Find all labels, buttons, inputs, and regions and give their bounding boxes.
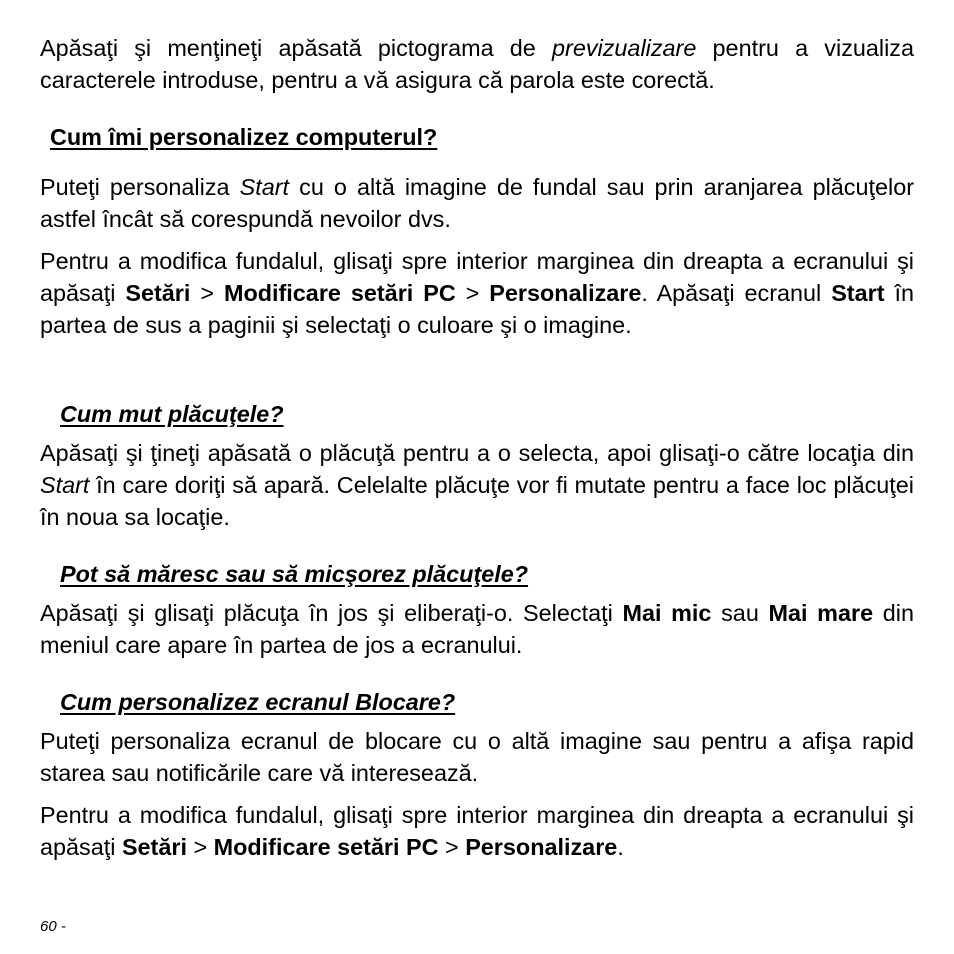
text-run: cu o altă imagine de fundal sau prin aranjarea plăcuţelor astfel încât să corespundă nevoilor dvs. — [40, 174, 914, 232]
text-run: în partea de sus a paginii şi selectaţi o culoare şi o imagine. — [40, 280, 914, 338]
text-run: Pentru a modifica fundalul, glisaţi spre interior marginea din dreapta a ecranului şi apăsaţi — [40, 802, 914, 860]
text-run: pentru a vizualiza caracterele introduse, pentru a vă asigura că parola este corectă. — [40, 35, 914, 93]
bold-term-change-pc-settings: Modificare setări PC — [223, 280, 456, 306]
italic-term-start: Start — [40, 472, 90, 498]
text-run: . — [617, 834, 624, 860]
bold-term-settings: Setări — [121, 834, 187, 860]
italic-term-start: Start — [239, 174, 290, 200]
text-run: Apăsaţi şi menţineţi apăsată pictograma de — [40, 35, 553, 61]
text-run: > — [438, 834, 466, 860]
text-run: Apăsaţi şi glisaţi plăcuţa în jos şi eliberaţi-o. Selectaţi — [40, 600, 623, 626]
bold-term-settings: Setări — [125, 280, 191, 306]
bold-term-personalize: Personalizare — [489, 280, 642, 306]
bold-term-personalize: Personalizare — [465, 834, 618, 860]
text-run: Pentru a modifica fundalul, glisaţi spre interior marginea din dreapta a ecranului şi apăsaţi — [40, 248, 914, 306]
heading-resize-tiles: Pot să măresc sau să micşorez plăcuţele? — [60, 561, 529, 587]
paragraph-move-tiles — [40, 437, 914, 533]
heading-lock-screen: Cum personalizez ecranul Blocare? — [60, 689, 456, 715]
text-run: Puteţi personaliza — [40, 174, 240, 200]
text-run: Apăsaţi şi ţineţi apăsată o plăcuţă pentru a o selecta, apoi glisaţi-o către locaţia din — [40, 440, 914, 466]
paragraph-resize-tiles — [40, 597, 914, 661]
page-number: 60 - — [40, 918, 66, 935]
text-run: > — [186, 834, 214, 860]
italic-term-preview: previzualizare — [552, 35, 697, 61]
paragraph-preview-password — [40, 32, 914, 96]
text-run: din meniul care apare în partea de jos a ecranului. — [40, 600, 914, 658]
bold-term-start: Start — [831, 280, 885, 306]
heading-personalize-computer: Cum îmi personalizez computerul? — [50, 124, 438, 150]
text-run: . Apăsaţi ecranul — [641, 280, 832, 306]
bold-term-smaller: Mai mic — [622, 600, 712, 626]
text-run: sau — [711, 600, 769, 626]
text-run: > — [190, 280, 224, 306]
paragraph-change-lock-background — [40, 799, 914, 863]
bold-term-larger: Mai mare — [768, 600, 874, 626]
heading-move-tiles: Cum mut plăcuţele? — [60, 401, 284, 427]
paragraph-change-background — [40, 245, 914, 341]
text-run: în care doriţi să apară. Celelalte plăcuţe vor fi mutate pentru a face loc plăcuţei în noua sa locaţie. — [40, 472, 914, 530]
bold-term-change-pc-settings: Modificare setări PC — [213, 834, 439, 860]
paragraph-lock-screen: Puteţi personaliza ecranul de blocare cu o altă imagine sau pentru a afişa rapid starea sau notificările care vă interesează. — [40, 728, 914, 786]
text-run: > — [455, 280, 490, 306]
paragraph-personalize-start — [40, 171, 914, 235]
